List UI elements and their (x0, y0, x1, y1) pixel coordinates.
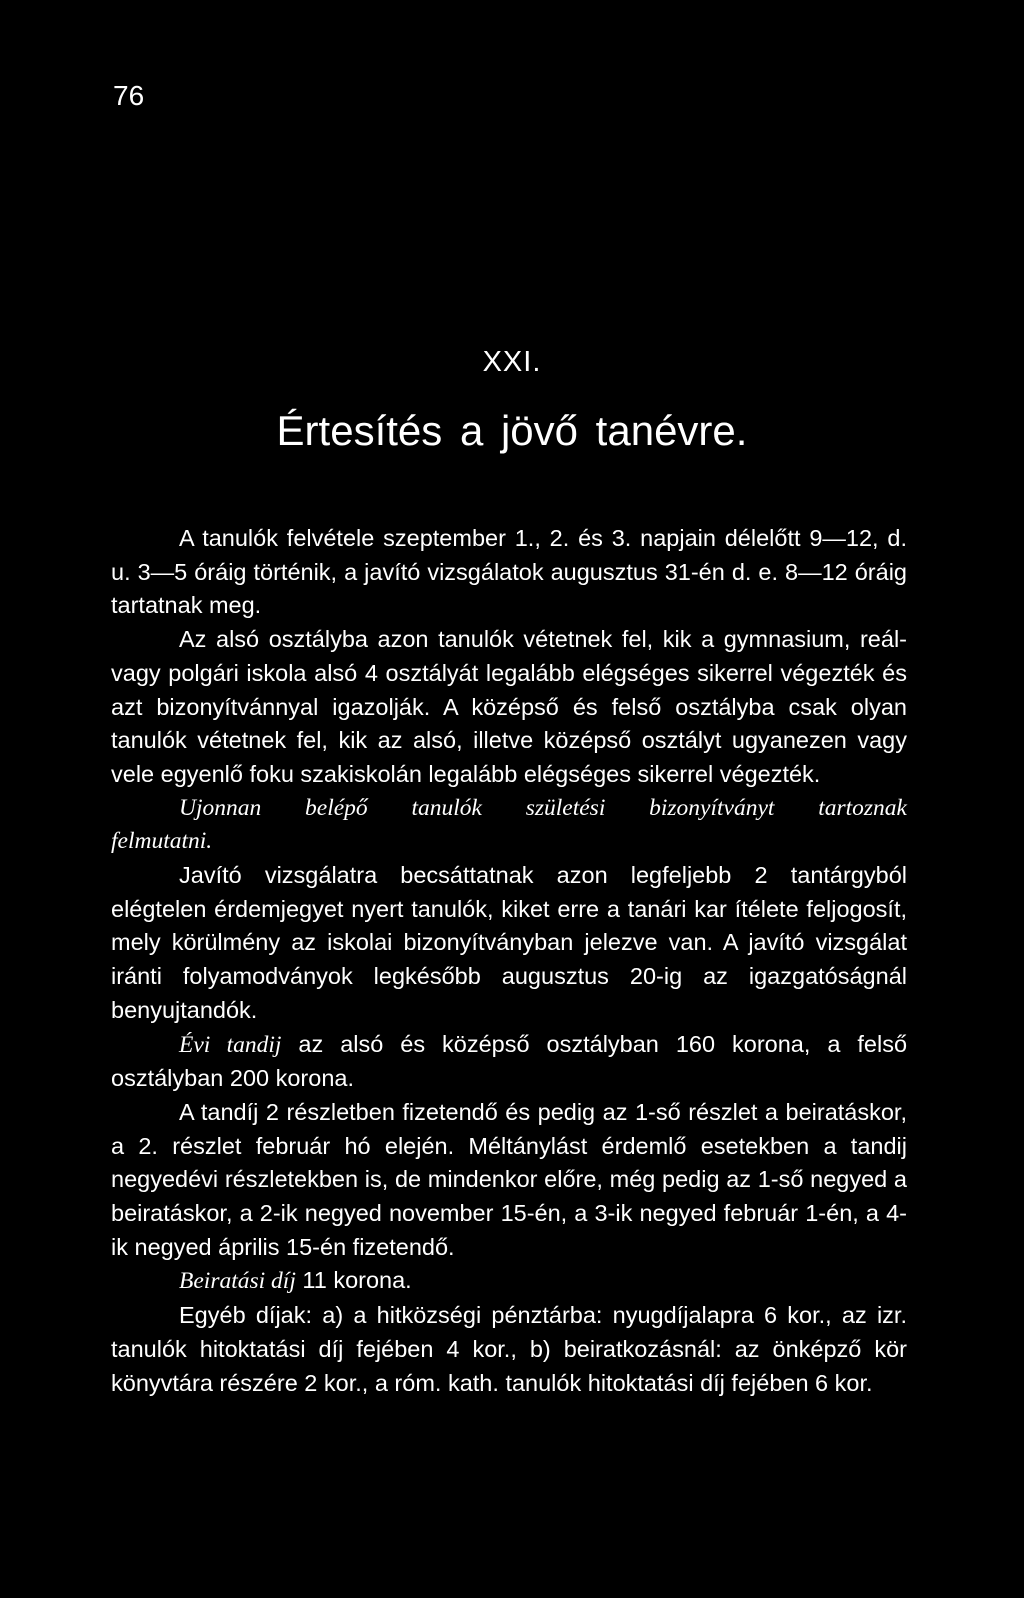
paragraph-admission-requirements: Az alsó osztályba azon tanulók vétetnek fel, kik a gymnasium, reál- vagy polgári iskola alsó 4 osztályát legalább elégséges sikerrel végezték és azt bizonyítvánnyal igazolják. A középső és felső osztályba csak olyan tanulók vétetnek fel, kik az alsó, illetve középső osztályt ugyanezen vagy vele egyenlő foku szakiskolán legalább elégséges sikerrel végezték. (111, 626, 907, 787)
enrollment-fee-label: Beiratási díj (179, 1268, 296, 1295)
annual-tuition-text: az alsó és középső osztályban 160 korona, a felső osztályban 200 korona. (111, 1030, 908, 1092)
paragraph-birth-certificate: Ujonnan belépő tanulók születési bizonyítványt tartoznak felmutatni. (111, 794, 907, 855)
page-number: 76 (113, 80, 145, 111)
body-text (111, 522, 907, 1400)
annual-tuition-label: Évi tandij (179, 1031, 282, 1058)
paragraph-makeup-exams: Javító vizsgálatra becsáttatnak azon legfeljebb 2 tantárgyból elégtelen érdemjegyet nyert tanulók, kiket erre a tanári kar ítélete feljogosít, mely körülmény az iskolai bizonyítványban jelezve van. A javító vizsgálat iránti folyamodványok legkésőbb augusztus 20-ig az igazgatóságnál benyujtandók. (111, 862, 907, 1023)
enrollment-fee-text: 11 korona. (295, 1267, 412, 1294)
paragraph-other-fees: Egyéb díjak: a) a hitközségi pénztárba: nyugdíjalapra 6 kor., az izr. tanulók hitoktatási díj fejében 4 kor., b) beiratkozásnál: az önképző kör könyvtára részére 2 kor., a róm. kath. tanulók hitoktatási díj fejében 6 kor. (111, 1302, 907, 1396)
paragraph-enrollment-fee (111, 1264, 907, 1299)
paragraph-annual-tuition (111, 1028, 907, 1096)
paragraph-admission-dates: A tanulók felvétele szeptember 1., 2. és 3. napjain délelőtt 9—12, d. u. 3—5 óráig történik, a javító vizsgálatok augusztus 31-én d. e. 8—12 óráig tartatnak meg. (111, 525, 907, 619)
page-title: Értesítés a jövő tanévre. (276, 407, 748, 454)
chapter-number: XXI. (482, 346, 542, 378)
paragraph-tuition-installments: A tandíj 2 részletben fizetendő és pedig az 1-ső részlet a beiratáskor, a 2. részlet február hó elején. Méltánylást érdemlő esetekben a tandij negyedévi részletekben is, de mindenkor előre, még pedig az 1-ső negyed a beiratáskor, a 2-ik negyed november 15-én, a 3-ik negyed február 1-én, a 4-ik negyed április 15-én fizetendő. (111, 1098, 907, 1260)
